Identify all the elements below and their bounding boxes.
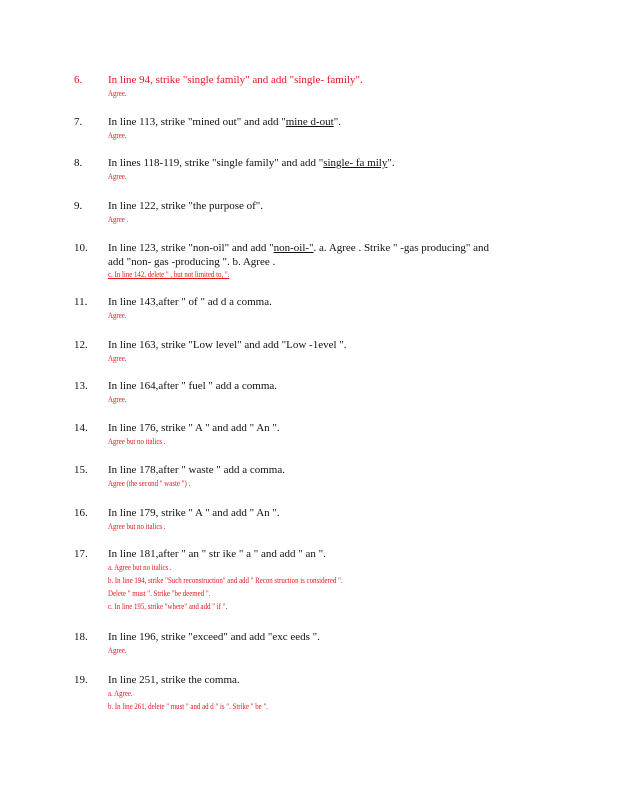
item-text — [108, 242, 489, 255]
item-note: Agree. — [108, 646, 127, 655]
item-number: 8. — [74, 157, 83, 169]
text-segment: ". — [387, 157, 395, 169]
item-note: Delete " must ". Strike "be deemed ". — [108, 589, 211, 598]
item-text: In line 164,after " fuel " add a comma. — [108, 380, 278, 392]
item-note: Agree . — [108, 215, 129, 224]
item-note: b. In line 261, delete " must " and ad d " is ". Strike " be ". — [108, 702, 268, 711]
item-note: Agree but no italics . — [108, 437, 166, 446]
item-number: 10. — [74, 242, 88, 254]
item-text: In line 163, strike "Low level" and add "Low -1evel ". — [108, 339, 347, 351]
item-note: a. Agree. — [108, 689, 133, 698]
item-text-line2: add "non- gas -producing ". b. Agree . — [108, 256, 276, 268]
item-note: Agree. — [108, 172, 127, 181]
item-number: 7. — [74, 116, 83, 128]
item-note: c. In line 195, strike "where" and add " if ". — [108, 602, 228, 611]
underlined-text: mine d-out — [285, 116, 334, 128]
item-note: Agree. — [108, 354, 127, 363]
item-note: Agree. — [108, 131, 127, 140]
item-text — [108, 157, 395, 170]
text-segment: In line 123, strike "non-oil" and add " — [108, 242, 274, 254]
item-text: In line 251, strike the comma. — [108, 674, 240, 686]
item-number: 16. — [74, 507, 88, 519]
item-number: 12. — [74, 339, 88, 351]
item-text: In line 196, strike "exceed" and add "exc eeds ". — [108, 631, 320, 643]
item-note: b. In line 194, strike "Such reconstruction" and add " Recon struction is considered ". — [108, 576, 343, 585]
item-note: a. Agree but no italics . — [108, 563, 172, 572]
item-note: Agree. — [108, 89, 127, 98]
item-text: In line 143,after " of " ad d a comma. — [108, 296, 272, 308]
text-segment: . a. Agree . Strike " -gas producing" and — [313, 242, 490, 254]
item-note: Agree. — [108, 395, 127, 404]
text-segment: ". — [333, 116, 341, 128]
text-segment: In line 113, strike "mined out" and add " — [108, 116, 286, 128]
item-note: Agree. — [108, 311, 127, 320]
item-text: In line 181,after " an " str ike " a " and add " an ". — [108, 548, 326, 560]
item-number: 17. — [74, 548, 88, 560]
item-number: 19. — [74, 674, 88, 686]
item-text: In line 94, strike "single family" and add "single- family". — [108, 74, 363, 86]
item-text: In line 179, strike " A " and add " An ". — [108, 507, 280, 519]
item-number: 15. — [74, 464, 88, 476]
text-segment: In lines 118-119, strike "single family" and add " — [108, 157, 324, 169]
item-number: 18. — [74, 631, 88, 643]
item-text: In line 122, strike "the purpose of". — [108, 200, 264, 212]
item-note: Agree but no italics . — [108, 522, 166, 531]
item-number: 6. — [74, 74, 83, 86]
item-text: In line 178,after " waste " add a comma. — [108, 464, 285, 476]
item-text: In line 176, strike " A " and add " An ". — [108, 422, 280, 434]
item-number: 9. — [74, 200, 83, 212]
item-note: Agree (the second " waste ") . — [108, 479, 191, 488]
underlined-text: single- fa mily — [323, 157, 388, 169]
item-number: 11. — [74, 296, 88, 308]
underlined-text: non-oil-" — [273, 242, 314, 254]
item-text — [108, 116, 341, 129]
item-number: 14. — [74, 422, 88, 434]
item-note: c. In line 142, delete " , but not limited to, ". — [108, 270, 230, 279]
item-number: 13. — [74, 380, 88, 392]
